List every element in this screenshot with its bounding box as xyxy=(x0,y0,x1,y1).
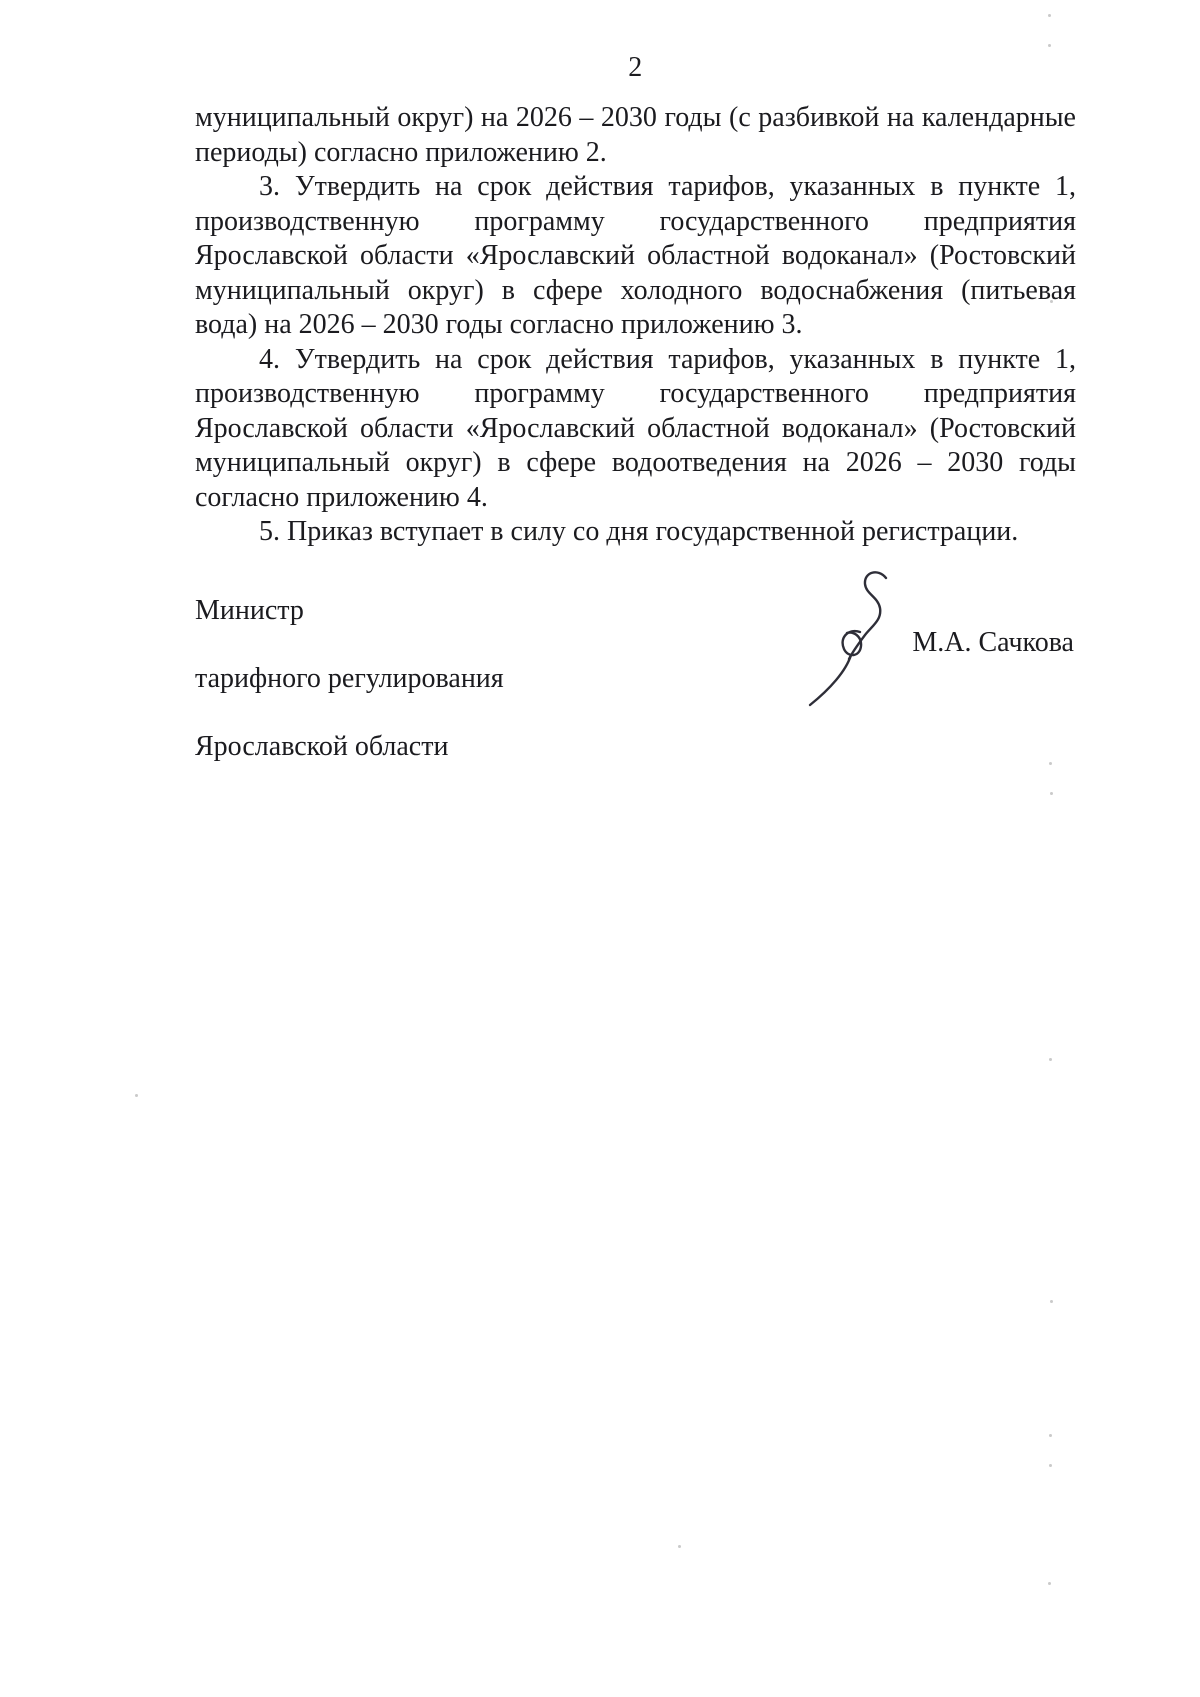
scan-artifact xyxy=(1049,762,1052,765)
scan-artifact xyxy=(1050,300,1053,303)
signer-title xyxy=(195,560,1076,798)
scan-artifact xyxy=(1049,1464,1052,1467)
paragraph-item-4: 4. Утвердить на срок действия тарифов, указанных в пункте 1, производственную программу государственного предприятия Ярославской области «Ярославский областной водоканал» (Ростовский муниципальный округ) в сфере водоотведения на 2026 – 2030 годы согласно приложению 4. xyxy=(195,343,1076,513)
signer-title-line: Ярославской области xyxy=(195,731,449,762)
document-body xyxy=(195,101,1076,550)
scan-artifact xyxy=(1048,14,1051,17)
page-number: 2 xyxy=(628,52,643,83)
signer-title-line: тарифного регулирования xyxy=(195,663,504,694)
signature-block xyxy=(195,560,1076,762)
scan-artifact xyxy=(1048,44,1051,47)
paragraph-item-5: 5. Приказ вступает в силу со дня государственной регистрации. xyxy=(259,516,1019,547)
scan-artifact xyxy=(1048,1582,1051,1585)
handwritten-signature-icon xyxy=(798,570,910,712)
scan-artifact xyxy=(1050,792,1053,795)
scan-artifact xyxy=(678,1545,681,1548)
scan-artifact xyxy=(1049,1058,1052,1061)
signer-title-line: Министр xyxy=(195,595,304,626)
scan-artifact xyxy=(135,1094,138,1097)
paragraph-item-3: 3. Утвердить на срок действия тарифов, указанных в пункте 1, производственную программу государственного предприятия Ярославской области «Ярославский областной водоканал» (Ростовский муниципальный округ) в сфере холодного водоснабжения (питьевая вода) на 2026 – 2030 годы согласно приложению 3. xyxy=(195,171,1076,340)
signer-name: М.А. Сачкова xyxy=(912,627,1074,658)
paragraph-continuation: муниципальный округ) на 2026 – 2030 годы (с разбивкой на календарные периоды) согласно приложению 2. xyxy=(195,102,1076,168)
scan-artifact xyxy=(428,744,431,747)
scan-artifact xyxy=(1049,1434,1052,1437)
scan-artifact xyxy=(1050,1300,1053,1303)
